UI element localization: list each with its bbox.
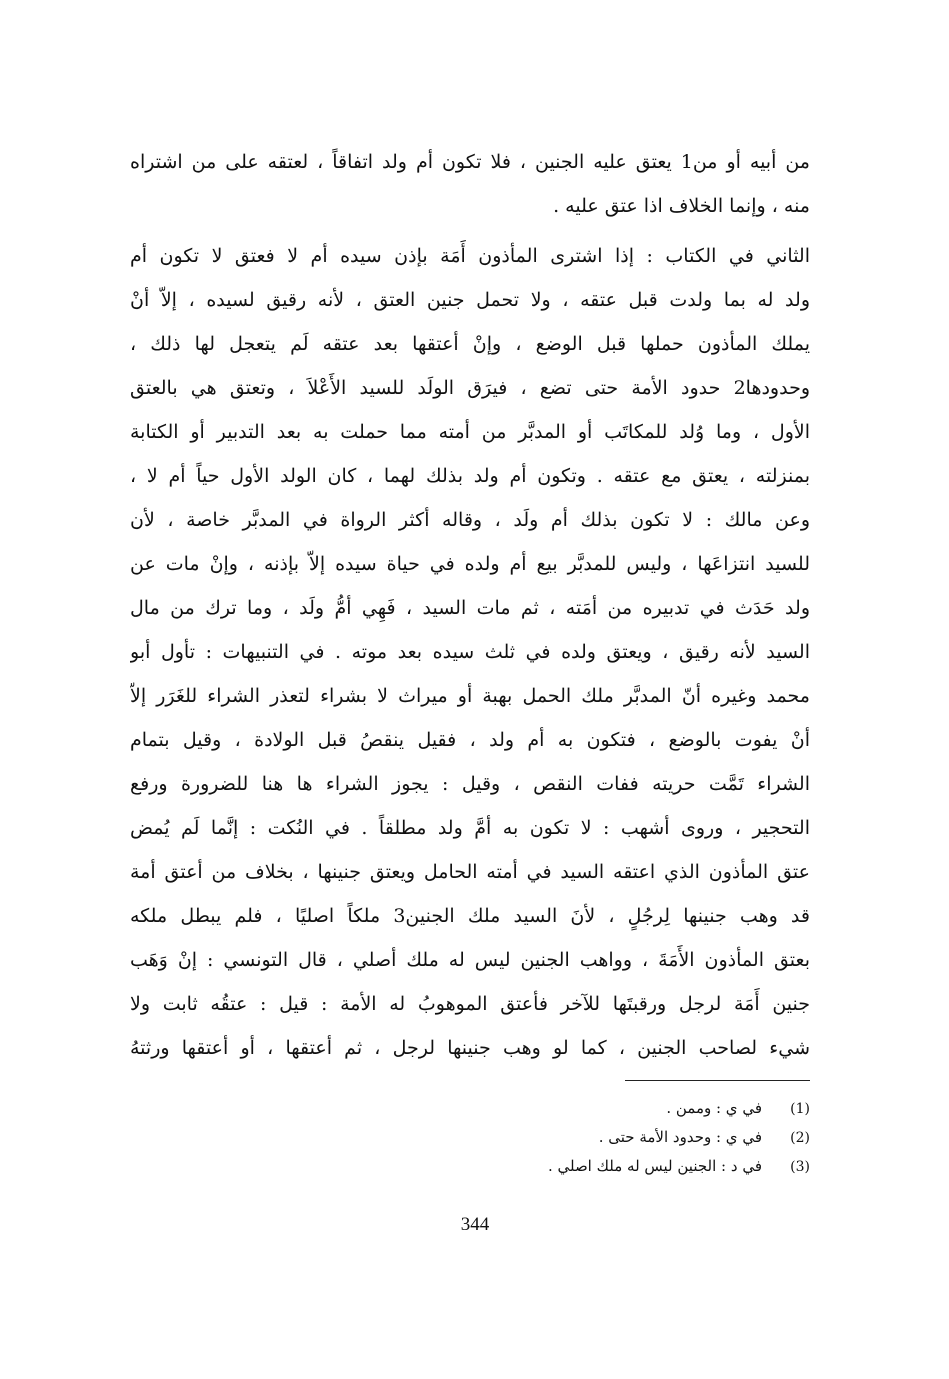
text-line: بمنزلته ، يعتق مع عتقه . وتكون أم ولد بذلك لهما ، كان الولد الأول حياً أم لا ، <box>130 465 810 487</box>
text-line: منه ، وإنما الخلاف اذا عتق عليه . <box>553 195 810 217</box>
text-line: الشراء تَمَّت حريته ففات النقص ، وقيل : يجوز الشراء ها هنا للضرورة ورفع <box>130 773 810 795</box>
footnote-item <box>450 1123 810 1152</box>
footnote-number: (1) <box>790 1101 810 1117</box>
text-line: بعتق المأذون الأَمَةَ ، وواهب الجنين ليس له ملك أصلي ، قال التونسي : إنْ وَهَب <box>130 949 810 971</box>
footnotes <box>450 1094 810 1181</box>
text-line: وعن مالك : لا تكون بذلك أم ولَد ، وقاله أكثر الرواة في المدبَّر خاصة ، لأن <box>130 509 810 531</box>
footnote-number: (2) <box>790 1130 810 1146</box>
text-line: قد وهب جنينها لِرجُلٍ ، لأنَ السيد ملك الجنين3 ملكاً اصليًا ، فلم يبطل ملكه <box>130 905 810 927</box>
text-line: الأول ، وما وُلد للمكاتَب أو المدبَّر من أمته مما حملت به بعد التدبير أو الكتابة <box>130 421 810 443</box>
footnote-item <box>450 1094 810 1123</box>
footnote-item <box>450 1152 810 1181</box>
page-body <box>130 140 810 1070</box>
text-line: من أبيه أو من1 يعتق عليه الجنين ، فلا تكون أم ولد اتفاقاً ، لعتقه على من اشتراه <box>130 151 810 173</box>
text-line: السيد لأنه رقيق ، ويعتق ولده في ثلث سيده بعد موته . في التنبيهات : تأول أبو <box>130 641 810 663</box>
footnote-divider <box>625 1080 810 1081</box>
footnote-text: في ي : وحدود الأمة حتى . <box>598 1128 762 1146</box>
text-line: محمد وغيره أنّ المدبَّر ملك الحمل بهبة أو ميراث لا بشراء لتعذر الشراء للغَرَر إلاّ <box>130 685 810 707</box>
text-line: شيء لصاحب الجنين ، كما لو وهب جنينها لرجل ، ثم أعتقها ، أو أعتقها ورثتهُ <box>130 1037 810 1059</box>
text-line: يملك المأذون حملها قبل الوضع ، وإنْ أعتقها بعد عتقه لَم يتعجل لها ذلك ، <box>130 333 810 355</box>
text-line: وحدودها2 حدود الأمة حتى تضع ، فيرَق الولَد للسيد الأَعْلاَ ، وتعتق هي بالعتق <box>130 377 810 399</box>
page-number: 344 <box>460 1214 490 1235</box>
text-line: ولد له بما ولدت قبل عتقه ، ولا تحمل جنين العتق ، لأنه رقيق لسيده ، إلاّ أنْ <box>130 289 810 311</box>
text-line: ولد حَدَث في تدبيره من أمَته ، ثم مات السيد ، فَهِي أمُّ ولَد ، وما ترك من مال <box>130 597 810 619</box>
text-line: الثاني في الكتاب : إذا اشترى المأذون أَمَة بإذن سيده أم لا فعتق لا تكون أم <box>130 245 810 267</box>
text-line: للسيد انتزاعَها ، وليس للمدبَّر بيع أم ولده في حياة سيده إلاّ بإذنه ، وإنْ مات عن <box>130 553 810 575</box>
footnote-text: في د : الجنين ليس له ملك اصلي . <box>547 1157 762 1175</box>
text-line: أنْ يفوت بالوضع ، فتكون به أم ولد ، فقيل ينقصُ قبل الولادة ، وقيل بتمام <box>130 729 810 751</box>
footnote-number: (3) <box>790 1159 810 1175</box>
text-line: عتق المأذون الذي اعتقه السيد في أمته الحامل ويعتق جنينها ، بخلاف من أعتق أمة <box>130 861 810 883</box>
text-line: جنين أَمَة لرجل ورقبتَها للآخر فأعتق الموهوبُ له الأمة : قيل : عتقُه ثابت ولا <box>130 993 810 1015</box>
footnote-text: في ي : وممن . <box>666 1099 762 1117</box>
text-line: التحجير ، وروى أشهب : لا تكون به أمَّ ولد مطلقاً . في النُكت : إنَّما لَم يُمض <box>130 817 810 839</box>
